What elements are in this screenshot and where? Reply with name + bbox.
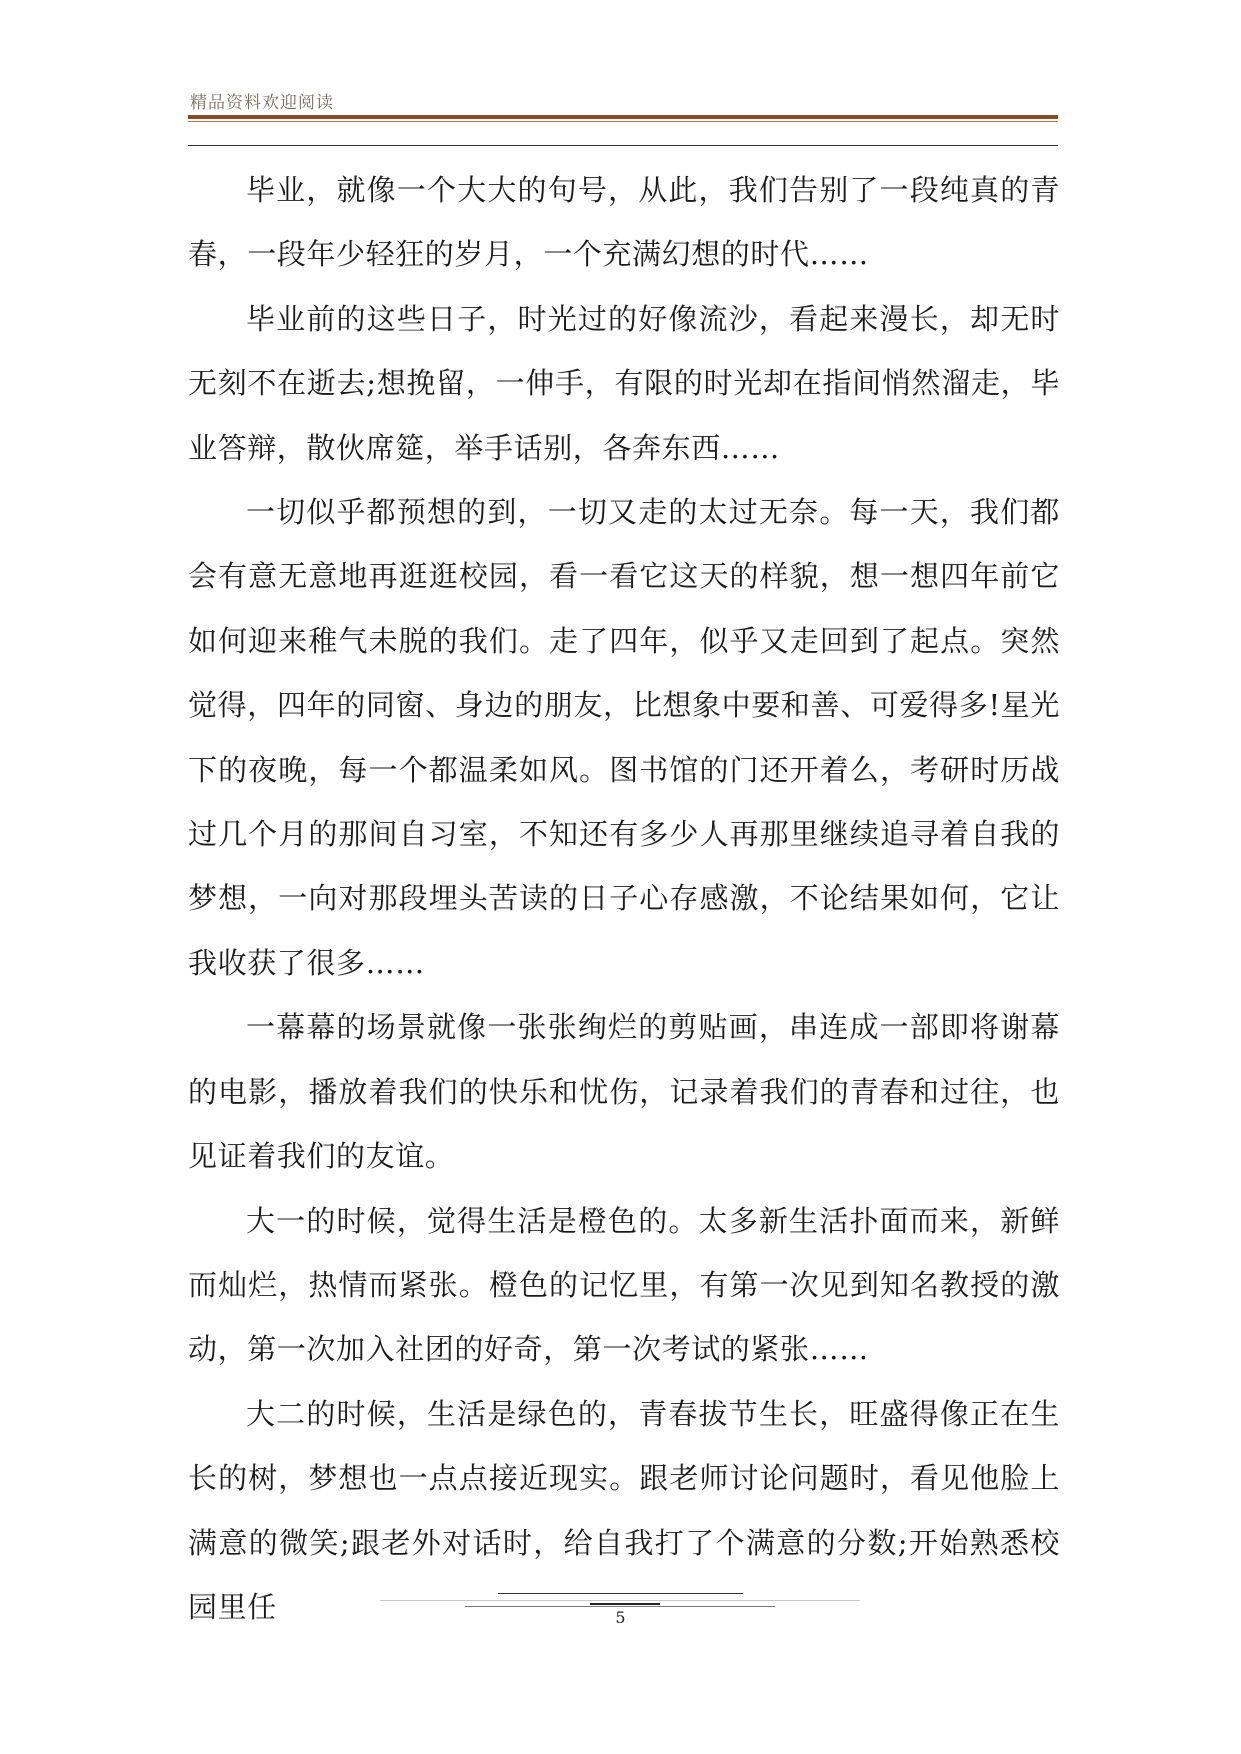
header-rule-thin xyxy=(188,121,1058,122)
footer-rule-upper xyxy=(498,1593,743,1594)
footer-rule-lower xyxy=(465,1606,775,1607)
header-rule-bottom xyxy=(188,145,1058,146)
paragraph-6: 大二的时候，生活是绿色的，青春拔节生长，旺盛得像正在生长的树，梦想也一点点接近现实。跟老师讨论问题时，看见他脸上满意的微笑;跟老外对话时，给自我打了个满意的分数;开始熟悉校园里任 xyxy=(188,1396,1060,1624)
paragraph-2: 毕业前的这些日子，时光过的好像流沙，看起来漫长，却无时无刻不在逝去;想挽留，一伸手，有限的时光却在指间悄然溜走，毕业答辩，散伙席筵，举手话别，各奔东西…… xyxy=(188,301,1060,465)
paragraph-3: 一切似乎都预想的到，一切又走的太过无奈。每一天，我们都会有意无意地再逛逛校园，看一看它这天的样貌，想一想四年前它如何迎来稚气未脱的我们。走了四年，似乎又走回到了起点。突然觉得，四年的同窗、身边的朋友，比想象中要和善、可爱得多!星光下的夜晚，每一个都温柔如风。图书馆的门还开着么，考研时历战过几个月的那间自习室，不知还有多少人再那里继续追寻着自我的梦想，一向对那段埋头苦读的日子心存感激，不论结果如何，它让我收获了很多…… xyxy=(188,495,1060,980)
paragraph-4: 一幕幕的场景就像一张张绚烂的剪贴画，串连成一部即将谢幕的电影，播放着我们的快乐和忧伤，记录着我们的青春和过往，也见证着我们的友谊。 xyxy=(188,1010,1060,1174)
footer-rule-accent xyxy=(590,1603,660,1605)
page-number: 5 xyxy=(615,1608,626,1627)
body-text xyxy=(188,158,1060,1639)
paragraph-5: 大一的时候，觉得生活是橙色的。太多新生活扑面而来，新鲜而灿烂，热情而紧张。橙色的记忆里，有第一次见到知名教授的激动，第一次加入社团的好奇，第一次考试的紧张…… xyxy=(188,1203,1060,1367)
paragraph-1: 毕业，就像一个大大的句号，从此，我们告别了一段纯真的青春，一段年少轻狂的岁月，一个充满幻想的时代…… xyxy=(188,173,1060,272)
footer-rule xyxy=(380,1600,860,1601)
header-text: 精品资料欢迎阅读 xyxy=(190,93,334,113)
header-rule-thick xyxy=(188,115,1058,119)
